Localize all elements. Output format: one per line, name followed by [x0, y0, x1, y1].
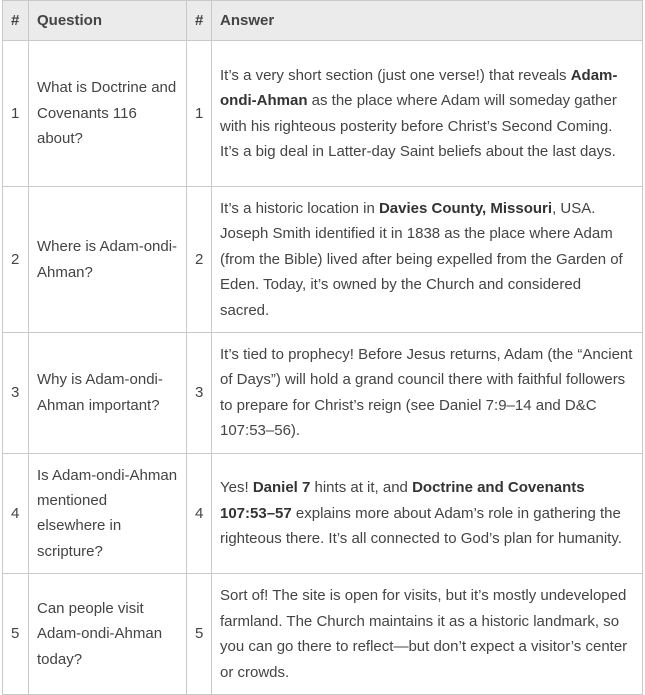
row-number: 4: [3, 453, 29, 574]
table-row: [3, 187, 643, 333]
answer-text: Yes!: [220, 479, 253, 497]
header-answer: Answer: [212, 1, 643, 41]
question-cell: Is Adam-ondi-Ahman mentioned elsewhere in scripture?: [29, 453, 187, 574]
header-row: [3, 1, 643, 41]
answer-cell: [212, 187, 643, 333]
answer-cell: [212, 333, 643, 454]
answer-text: It’s a historic location in: [220, 200, 379, 217]
answer-text: , USA. Joseph Smith identified it in 1838 as the place where Adam (from the Bible) lived after being expelled from the Garden of Eden. Today, it’s owned by the Church and considered sacred.: [220, 200, 623, 319]
table-row: [3, 574, 643, 695]
answer-text: hints at it, and: [310, 479, 413, 497]
table-row: [3, 333, 643, 454]
table-row: [3, 453, 643, 574]
table-body: [3, 41, 643, 695]
answer-cell: [212, 41, 643, 187]
answer-cell: [212, 574, 643, 695]
table-header: [3, 1, 643, 41]
row-number: 1: [3, 41, 29, 187]
row-number: 2: [3, 187, 29, 333]
answer-number: 2: [187, 187, 212, 333]
answer-emphasis: Adam-ondi-Ahman: [220, 66, 618, 110]
answer-emphasis: Davies County, Missouri: [378, 200, 553, 217]
answer-text: explains more about Adam’s role in gathering the righteous there. It’s all connected to God’s plan for humanity.: [220, 504, 622, 548]
question-cell: Can people visit Adam-ondi-Ahman today?: [29, 574, 187, 695]
answer-number: 5: [187, 574, 212, 695]
header-number: #: [3, 1, 29, 41]
answer-emphasis: Doctrine and Covenants 107:53–57: [220, 479, 585, 522]
row-number: 3: [3, 333, 29, 454]
table-row: [3, 41, 643, 187]
answer-emphasis: Daniel 7: [252, 479, 311, 497]
answer-number: 4: [187, 453, 212, 574]
header-number-answer: #: [187, 1, 212, 41]
question-cell: What is Doctrine and Covenants 116 about?: [29, 41, 187, 187]
header-question: Question: [29, 1, 187, 41]
answer-text: It’s a very short section (just one verse!) that reveals: [220, 66, 571, 84]
answer-text: Sort of! The site is open for visits, but it’s mostly undeveloped farmland. The Church maintains it as a historic landmark, so you can go there to reflect—but don’t expect a visitor’s center or crowds.: [220, 587, 628, 681]
question-cell: Where is Adam-ondi-Ahman?: [29, 187, 187, 333]
answer-cell: [212, 453, 643, 574]
answer-text: It’s tied to prophecy! Before Jesus returns, Adam (the “Ancient of Days”) will hold a grand council there with faithful followers to prepare for Christ’s reign (see Daniel 7:9–14 and D&C 107:53–56).: [220, 346, 633, 440]
question-cell: Why is Adam-ondi-Ahman important?: [29, 333, 187, 454]
answer-number: 3: [187, 333, 212, 454]
row-number: 5: [3, 574, 29, 695]
answer-text: as the place where Adam will someday gather with his righteous posterity before Christ’s Second Coming. It’s a big deal in Latter-day Saint beliefs about the last days.: [220, 92, 617, 160]
faq-table: [2, 0, 643, 695]
answer-number: 1: [187, 41, 212, 187]
